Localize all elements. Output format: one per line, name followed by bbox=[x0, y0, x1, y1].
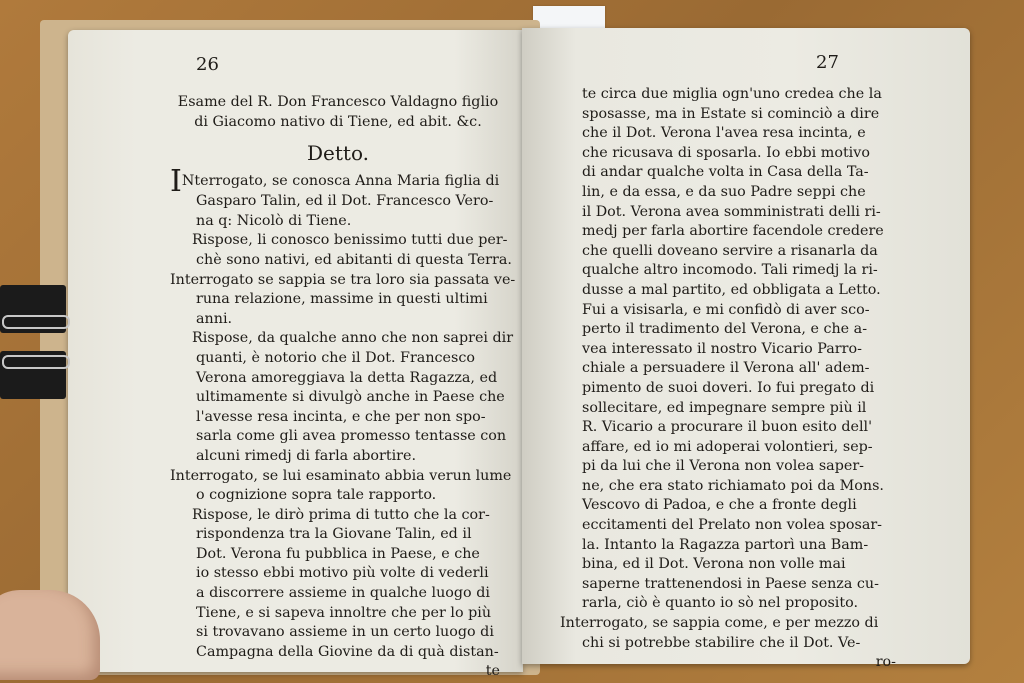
section-title: Detto. bbox=[307, 141, 369, 166]
right-text-block bbox=[560, 85, 902, 673]
drop-cap: I bbox=[170, 164, 182, 200]
text-line: l'avesse resa incinta, e che per non spo- bbox=[196, 408, 486, 425]
text-line: Vescovo di Padoa, e che a fronte degli bbox=[582, 497, 857, 514]
text-line: vea interessato il nostro Vicario Parro- bbox=[582, 340, 862, 357]
text-line: che quelli doveano servire a risanarla da bbox=[582, 242, 878, 259]
text-line: lin, e da essa, e da suo Padre seppi che bbox=[582, 183, 866, 200]
text-line: la. Intanto la Ragazza partorì una Bam- bbox=[582, 536, 869, 553]
text-line: che il Dot. Verona l'avea resa incinta, e bbox=[582, 125, 866, 142]
text-line: Interrogato, se lui esaminato abbia verun lume bbox=[170, 467, 512, 484]
heading-line: di Giacomo nativo di Tiene, ed abit. &c. bbox=[194, 113, 482, 130]
text-line: Gasparo Talin, ed il Dot. Francesco Vero- bbox=[196, 193, 494, 210]
text-line: affare, ed io mi adoperai volontieri, sep- bbox=[582, 438, 873, 455]
text-line: Fui a visisarla, e mi confidò di aver sco- bbox=[582, 301, 870, 318]
text-line: pimento de suoi doveri. Io fui pregato di bbox=[582, 379, 875, 396]
text-line: Interrogato, se sappia come, e per mezzo di bbox=[560, 615, 879, 632]
text-line: di andar qualche volta in Casa della Ta- bbox=[582, 164, 869, 181]
text-line: na q: Nicolò di Tiene. bbox=[196, 212, 352, 229]
text-line: medj per farla abortire facendole credere bbox=[582, 223, 884, 240]
text-line: chè sono nativi, ed abitanti di questa Terra. bbox=[196, 251, 512, 268]
text-line: ne, che era stato richiamato poi da Mons. bbox=[582, 477, 884, 494]
text-line: Rispose, le dirò prima di tutto che la cor- bbox=[192, 506, 490, 523]
clip-wire bbox=[2, 315, 70, 329]
text-line: perto il tradimento del Verona, e che a- bbox=[582, 321, 868, 338]
text-line-first bbox=[170, 164, 506, 200]
text-line: te circa due miglia ogn'uno credea che la bbox=[582, 86, 882, 102]
text-line: qualche altro incomodo. Tali rimedj la ri- bbox=[582, 262, 878, 279]
page-number: 26 bbox=[196, 54, 219, 75]
text-line: Tiene, e si sapeva innoltre che per lo più bbox=[196, 604, 492, 621]
text-line: ultimamente si divulgò anche in Paese che bbox=[196, 389, 505, 406]
text-line: chi si potrebbe stabilire che il Dot. Ve- bbox=[582, 634, 861, 651]
text-line: sposasse, ma in Estate si cominciò a dire bbox=[582, 105, 880, 122]
text-line: Verona amoreggiava la detta Ragazza, ed bbox=[196, 369, 498, 386]
text-line: o cognizione sopra tale rapporto. bbox=[196, 487, 437, 504]
text-line: eccitamenti del Prelato non volea sposar- bbox=[582, 517, 883, 534]
page-number: 27 bbox=[816, 52, 839, 73]
text-line: sarla come gli avea promesso tentasse con bbox=[196, 428, 507, 445]
text-line: bina, ed il Dot. Verona non volle mai bbox=[582, 556, 846, 573]
clip-wire bbox=[2, 355, 70, 369]
text-line: Rispose, li conosco benissimo tutti due per- bbox=[192, 232, 508, 249]
text-line: dusse a mal partito, ed obbligata a Letto. bbox=[582, 281, 881, 298]
text-line: anni. bbox=[196, 310, 233, 327]
heading-line: Esame del R. Don Francesco Valdagno figlio bbox=[177, 94, 499, 110]
left-page bbox=[68, 30, 523, 680]
text-line: chiale a persuadere il Verona all' adem- bbox=[582, 360, 870, 377]
text-line: Nterrogato, se conosca Anna Maria figlia di bbox=[181, 173, 500, 190]
text-line: runa relazione, massime in questi ultimi bbox=[196, 291, 488, 308]
text-line: rispondenza tra la Giovane Talin, ed il bbox=[196, 526, 472, 543]
right-page bbox=[522, 28, 970, 671]
text-line: quanti, è notorio che il Dot. Francesco bbox=[196, 349, 475, 366]
paper-tag bbox=[533, 6, 605, 28]
binder-clip bbox=[0, 285, 70, 403]
text-line: a discorrere assieme in qualche luogo di bbox=[196, 585, 490, 602]
text-line: che ricusava di sposarla. Io ebbi motivo bbox=[582, 144, 870, 161]
text-line: io stesso ebbi motivo più volte di vederli bbox=[196, 565, 489, 582]
text-line: sollecitare, ed impegnare sempre più il bbox=[582, 399, 867, 416]
text-line: Dot. Verona fu pubblica in Paese, e che bbox=[196, 545, 480, 562]
catchword: te bbox=[485, 663, 500, 680]
text-line: il Dot. Verona avea somministrati delli ri- bbox=[582, 203, 881, 220]
left-text-block bbox=[170, 93, 516, 682]
text-line: alcuni rimedj di farla abortire. bbox=[196, 447, 417, 464]
text-line: R. Vicario a procurare il buon esito dell' bbox=[582, 419, 873, 436]
text-line: saperne trattenendosi in Paese senza cu- bbox=[582, 575, 879, 592]
text-line: si trovavano assieme in un certo luogo di bbox=[196, 624, 494, 641]
text-line: Interrogato se sappia se tra loro sia passata ve- bbox=[170, 271, 516, 288]
text-line: Campagna della Giovine da di quà distan- bbox=[196, 643, 499, 660]
catchword: ro- bbox=[875, 654, 896, 671]
text-line: rarla, ciò è quanto io sò nel proposito. bbox=[582, 595, 859, 612]
text-line: Rispose, da qualche anno che non saprei dir bbox=[192, 330, 514, 347]
thumb bbox=[0, 590, 100, 680]
text-line: pi da lui che il Verona non volea saper- bbox=[582, 458, 864, 475]
